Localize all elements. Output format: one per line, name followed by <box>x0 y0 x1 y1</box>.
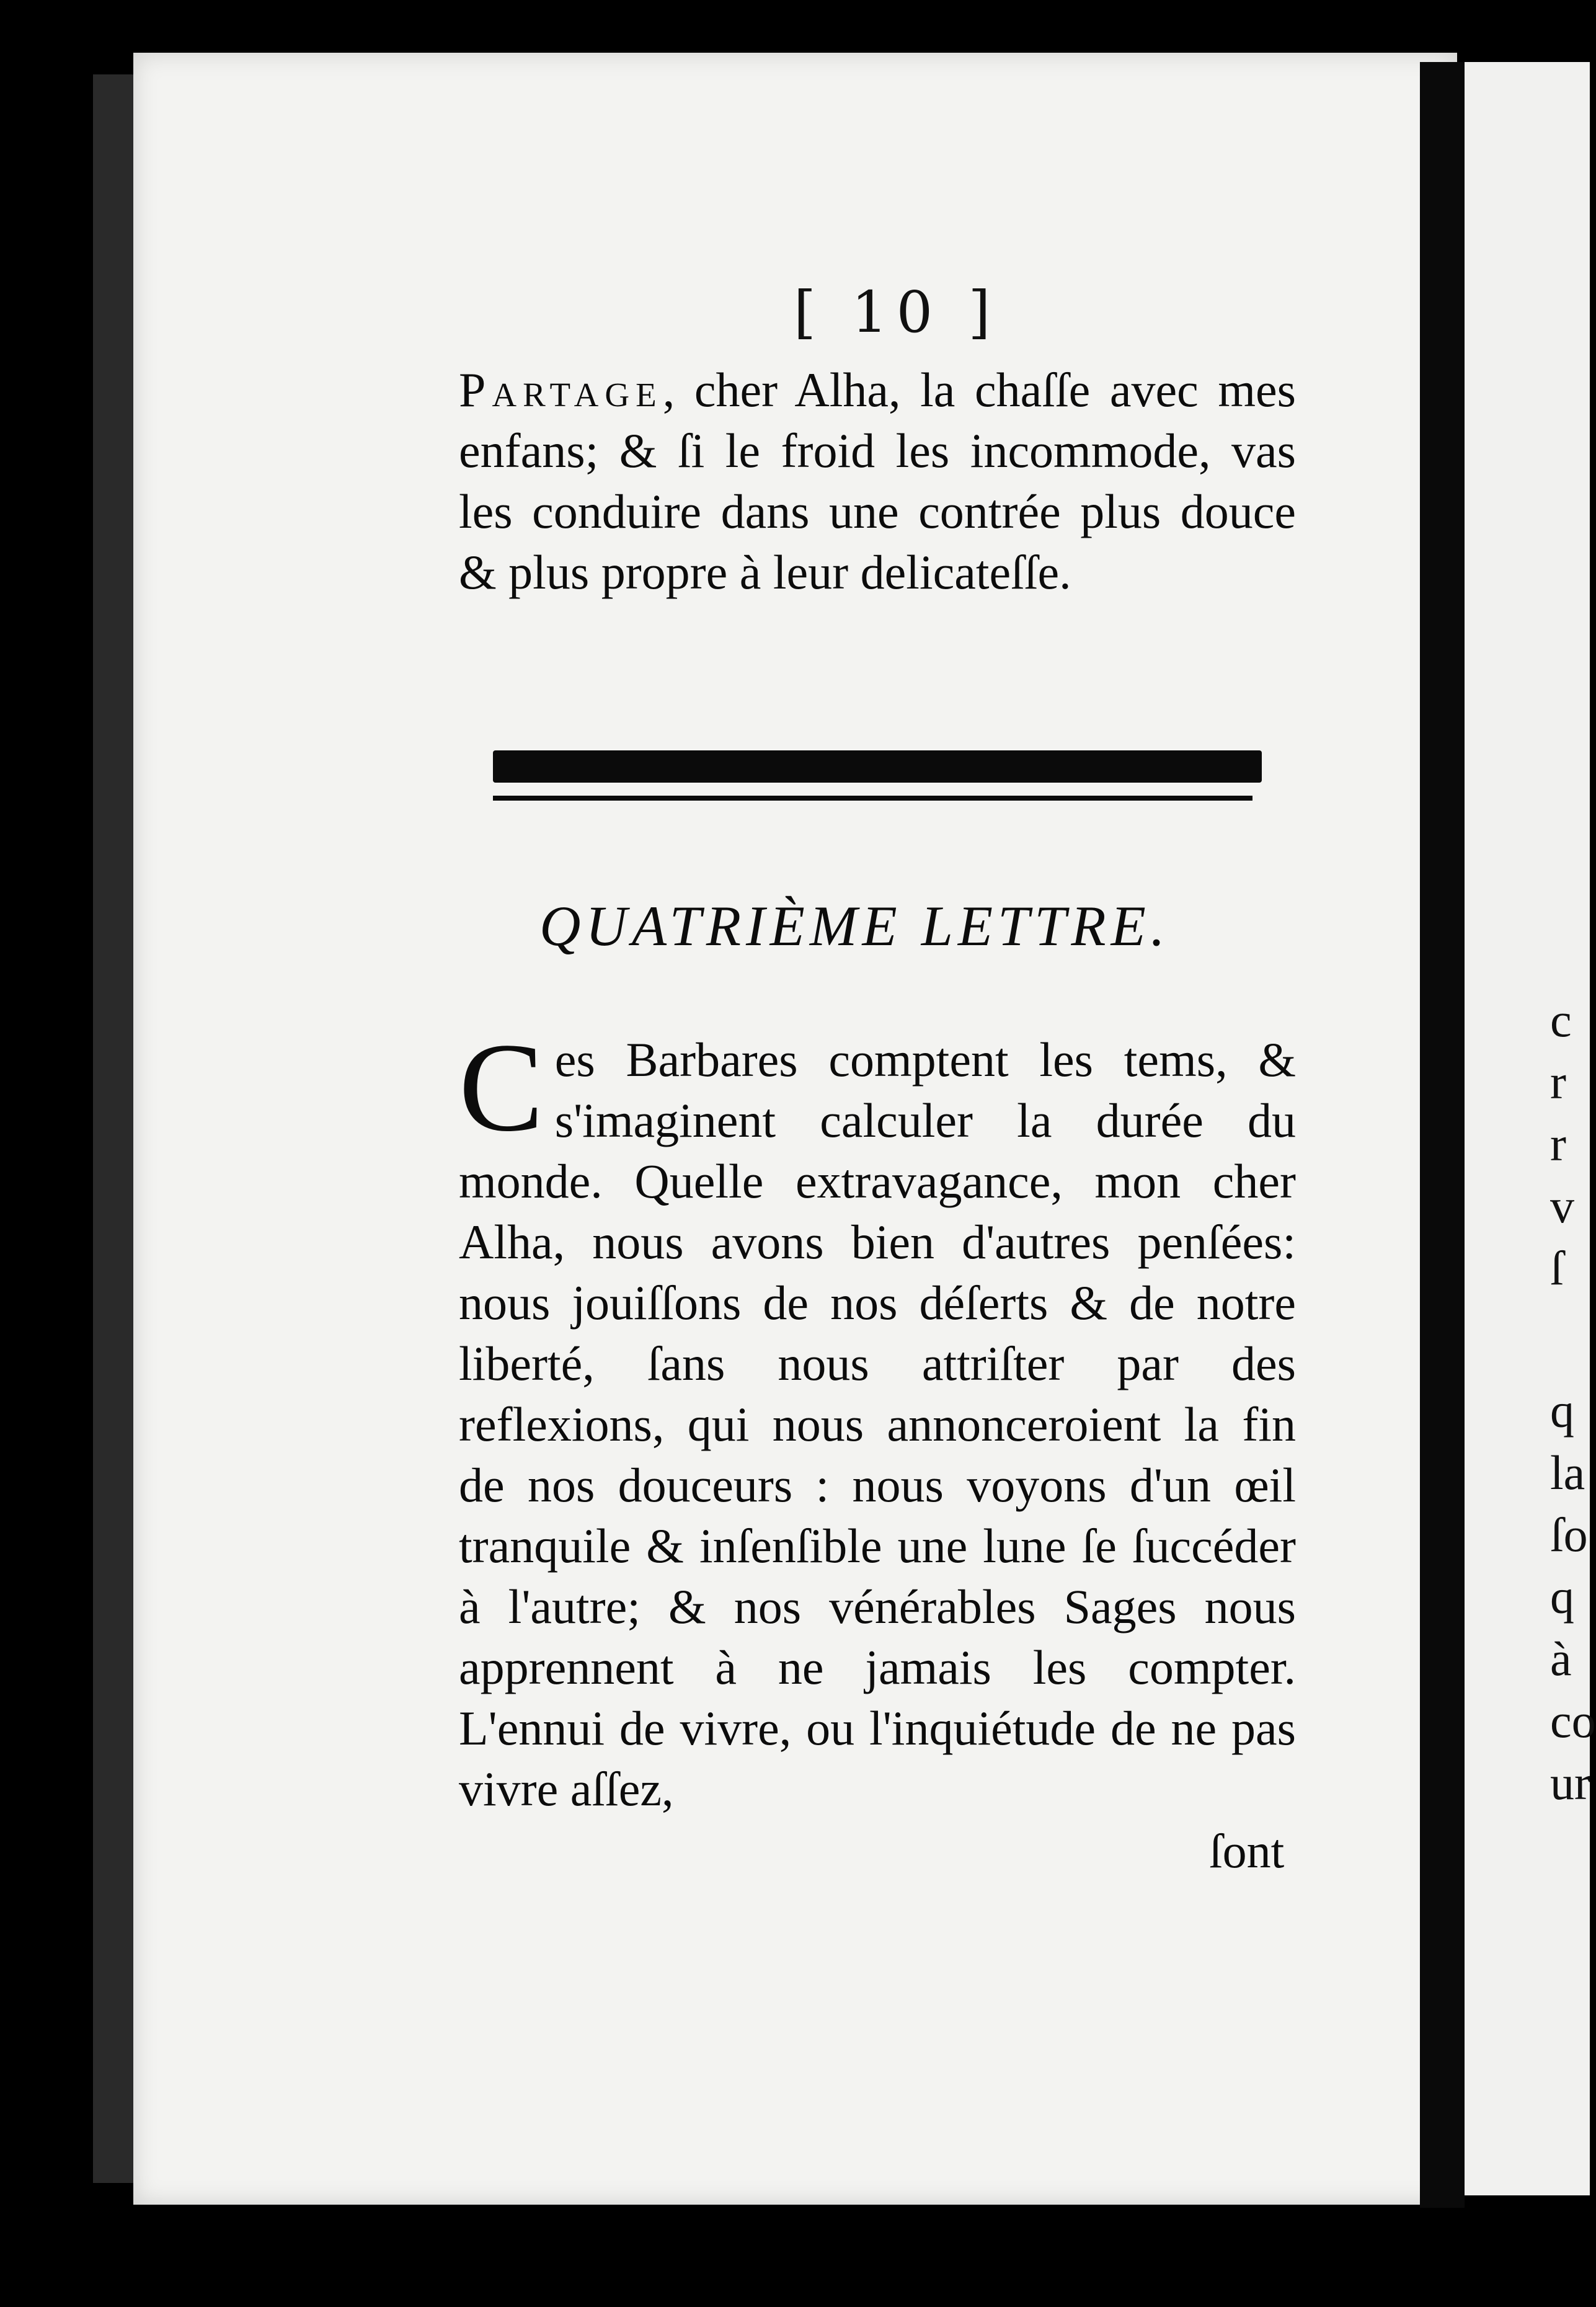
facing-page-fragment: ur <box>1550 1756 1590 1810</box>
paragraph-text: es Barbares comptent les tems, & s'imaginent calculer la durée du monde. Quelle extravagance, mon cher Alha, nous avons bien d'autres penſées: nous jouiſſons de nos déſerts & de notre liberté, ſans nous attriſter par des reflexions, qui nous annonceroient la fin de nos douceurs : nous voyons d'un œil tranquile & inſenſible une lune ſe ſuccéder à l'autre; & nos vénérables Sages nous apprennent à ne jamais les compter. L'ennui de vivre, ou l'inquiétude de ne pas vivre aſſez, <box>459 1033 1296 1816</box>
facing-page-fragment: la <box>1550 1446 1585 1500</box>
letter-three-closing-paragraph <box>459 360 1296 603</box>
facing-page-fragment: co <box>1550 1694 1596 1748</box>
catchword: ſont <box>1209 1824 1285 1878</box>
section-divider-thick <box>493 750 1262 783</box>
facing-page-fragment: à <box>1550 1632 1572 1686</box>
facing-page-fragment: q <box>1550 1384 1574 1438</box>
drop-cap: C <box>459 1017 544 1158</box>
book-gutter <box>1420 62 1465 2208</box>
facing-page-fragment: q <box>1550 1570 1574 1624</box>
opening-word: Partage <box>459 363 663 417</box>
page-number: [ 10 ] <box>794 279 1000 345</box>
facing-page-fragment: c <box>1550 993 1572 1047</box>
facing-page-fragment: v <box>1550 1179 1574 1233</box>
right-page <box>1465 62 1590 2195</box>
facing-page-fragment: r <box>1550 1117 1566 1171</box>
paragraph-text: , cher Alha, la chaſſe avec mes enfans; & ſi le froid les incommode, vas les conduire dans une contrée plus douce & plus propre à leur delicateſſe. <box>459 363 1296 599</box>
facing-page-fragment: r <box>1550 1055 1566 1109</box>
facing-page-fragment: ſ <box>1550 1241 1564 1295</box>
section-divider-thin <box>493 796 1252 801</box>
page-edge <box>93 74 136 2183</box>
letter-four-paragraph <box>459 1017 1296 1820</box>
letter-heading: QUATRIÈME LETTRE. <box>539 894 1170 958</box>
facing-page-fragment: ſo <box>1550 1508 1588 1562</box>
